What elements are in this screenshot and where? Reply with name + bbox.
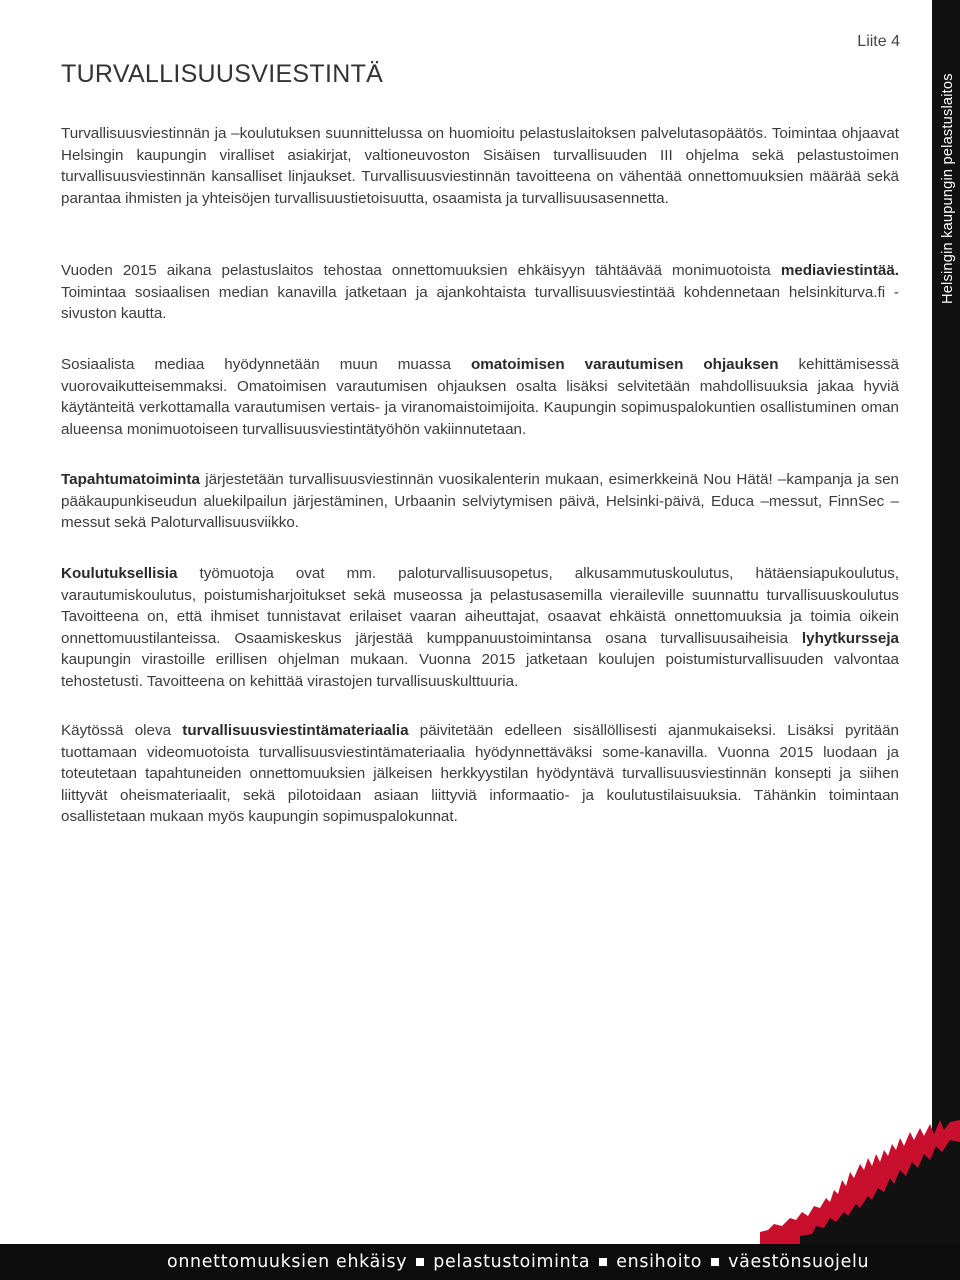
text-run: järjestetään turvallisuusviestinnän vuosikalenterin mukaan, esimerkkeinä Nou Hätä! –kampanja ja sen pääkaupunkiseudun aluekilpailun järjestäminen, Urbaanin selviytymisen päivä, Helsinki-päivä, Educa –messut, FinnSec –messut sekä Paloturvallisuusviikko. xyxy=(61,471,899,532)
bold-term: Koulutuksellisia xyxy=(61,565,178,582)
skyline-dark-shape xyxy=(800,1140,960,1244)
sidebar-org-name: Helsingin kaupungin pelastuslaitos xyxy=(940,73,956,304)
footer-bar xyxy=(0,1244,960,1280)
footer-item: pelastustoiminta xyxy=(433,1252,591,1272)
paragraph-media xyxy=(61,260,899,325)
bold-term: mediaviestintää. xyxy=(780,262,899,279)
square-bullet-icon xyxy=(599,1258,607,1266)
square-bullet-icon xyxy=(416,1258,424,1266)
paragraph-intro: Turvallisuusviestinnän ja –koulutuksen suunnittelussa on huomioitu pelastuslaitoksen palvelutasopäätös. Toimintaa ohjaavat Helsingin kaupungin viralliset asiakirjat, valtioneuvoston Sisäisen turvallisuuden III ohjelma sekä pelastustoimen turvallisuusviestinnän kansalliset linjaukset. Turvallisuusviestinnän tavoitteena on vähentää onnettomuuksien määrää sekä parantaa ihmisten ja yhteisöjen turvallisuustietoisuutta, osaamista ja turvallisuusasennetta. xyxy=(61,125,899,207)
page-label: Liite 4 xyxy=(857,33,900,50)
paragraph-training xyxy=(61,563,899,693)
page-title: TURVALLISUUSVIESTINTÄ xyxy=(61,60,384,88)
paragraph-events xyxy=(61,469,899,534)
text-run: työmuotoja ovat mm. paloturvallisuusopetus, alkusammutuskoulutus, hätäensiapukoulutus, varautumiskoulutus, poistumisharjoitukset sekä museossa ja pelastusasemilla vieraileville suunnattu turvallisuuskoulutus Tavoitteena on, että ihmiset tunnistavat erilaiset vaaran aiheuttajat, osaavat ehkäistä onnettomuuksia ja toimia oikein onnettomuustilanteissa. Osaamiskeskus järjestää kumppanuustoimintansa osana turvallisuusaiheisia xyxy=(61,565,899,647)
text-run: päivitetään edelleen sisällöllisesti ajanmukaiseksi. Lisäksi pyritään tuottamaan videomuotoista turvallisuusviestintämateriaalia hyödynnettäväksi some-kanavilla. Vuonna 2015 luodaan ja toteutetaan tapahtuneiden onnettomuuksien jälkeisen herkkyystilan hyödyntävä turvallisuusviestinnän konsepti ja siihen liittyvät oheismateriaalit, sekä pilotoidaan asiaan liittyviä informaatio- ja koulutustilaisuuksia. Tähänkin toimintaan osallistetaan mukaan myös kaupungin sopimuspalokunnat. xyxy=(61,722,900,826)
square-bullet-icon xyxy=(711,1258,719,1266)
bold-term: Tapahtumatoiminta xyxy=(61,471,200,488)
bold-term: omatoimisen varautumisen ohjauksen xyxy=(470,356,779,373)
text-run: Käytössä oleva xyxy=(61,722,183,739)
text-run: Vuoden 2015 aikana pelastuslaitos tehostaa onnettomuuksien ehkäisyyn tähtäävää monimuotoista xyxy=(61,262,781,279)
text-run: kehittämisessä vuorovaikutteisemmaksi. Omatoimisen varautumisen ohjauksen osalta lisäksi selvitetään mahdollisuuksia jakaa hyviä käytänteitä verkottamalla varautumisen vertais- ja viranomaistoimijoita. Kaupungin sopimuspalokuntien osallistuminen oman alueensa monimuotoiseen turvallisuusviestintätyöhön vakiinnutetaan. xyxy=(61,356,899,438)
footer-item: väestönsuojelu xyxy=(728,1252,870,1272)
text-run: Sosiaalista mediaa hyödynnetään muun muassa xyxy=(61,356,471,373)
footer-item: onnettomuuksien ehkäisy xyxy=(167,1252,408,1272)
city-skyline-graphic xyxy=(760,1120,960,1244)
bold-term: turvallisuusviestintämateriaalia xyxy=(182,722,409,739)
footer-item: ensihoito xyxy=(616,1252,703,1272)
paragraph-materials xyxy=(61,720,899,828)
bold-term: lyhytkursseja xyxy=(801,629,899,647)
text-run: Toimintaa sosiaalisen median kanavilla jatketaan ja ajankohtaista turvallisuusviestintää kohdennetaan helsinkiturva.fi -sivuston kautta. xyxy=(61,283,899,323)
paragraph-social-media xyxy=(61,354,899,440)
text-run: kaupungin virastoille erillisen ohjelman mukaan. Vuonna 2015 jatketaan koulujen poistumisturvallisuuden valvontaa tehostetusti. Tavoitteena on kehittää virastojen turvallisuuskulttuuria. xyxy=(61,651,899,690)
